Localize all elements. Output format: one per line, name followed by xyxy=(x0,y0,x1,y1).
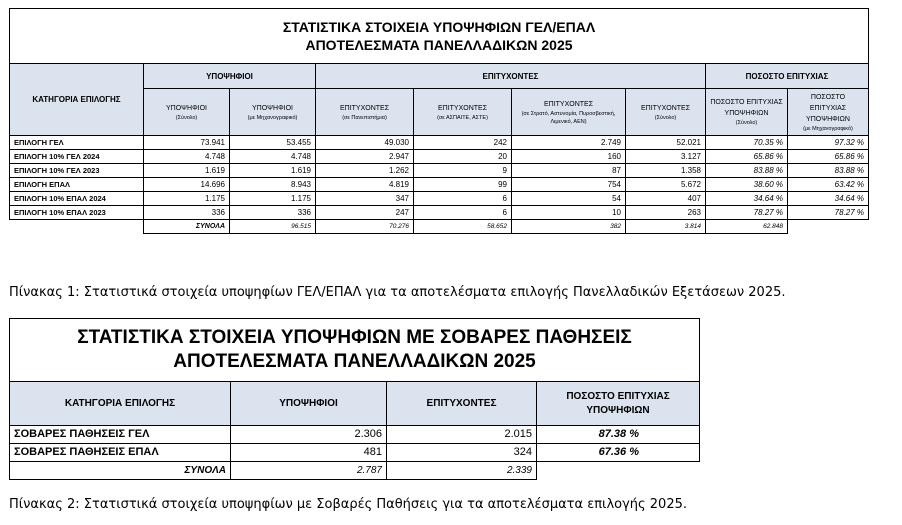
value-cell: 4.748 xyxy=(230,150,316,164)
value-cell: 1.262 xyxy=(316,164,414,178)
rate-cell: 63.42 % xyxy=(788,178,869,192)
table-row xyxy=(10,444,700,462)
row-label: ΕΠΙΛΟΓΗ ΓΕΛ xyxy=(10,136,144,150)
value-cell: 247 xyxy=(316,206,414,220)
subheader-note: (Σύνολο) xyxy=(654,114,677,121)
row-label: ΕΠΙΛΟΓΗ ΕΠΑΛ xyxy=(10,178,144,192)
rate-cell: 78.27 % xyxy=(788,206,869,220)
total-cell: 382 xyxy=(512,220,626,234)
value-cell: 6 xyxy=(414,192,512,206)
subheader-label: ΠΟΣΟΣΤΟ ΕΠΙΤΥΧΙΑΣ ΥΠΟΨΗΦΙΩΝ xyxy=(710,99,783,117)
value-cell: 2.947 xyxy=(316,150,414,164)
total-cell: 70.276 xyxy=(316,220,414,234)
table-row xyxy=(10,136,869,150)
group-successful: ΕΠΙΤΥΧΟΝΤΕΣ xyxy=(316,64,706,89)
value-cell: 407 xyxy=(626,192,706,206)
group-candidates: ΥΠΟΨΗΦΙΟΙ xyxy=(144,64,316,89)
rate-cell: 38.60 % xyxy=(706,178,788,192)
value-cell: 3.127 xyxy=(626,150,706,164)
value-cell: 54 xyxy=(512,192,626,206)
value-cell: 1.358 xyxy=(626,164,706,178)
subheader-label: ΠΟΣΟΣΤΟ ΕΠΙΤΥΧΙΑΣ ΥΠΟΨΗΦΙΩΝ xyxy=(806,93,850,123)
table1-title-line1: ΣΤΑΤΙΣΤΙΚΑ ΣΤΟΙΧΕΙΑ ΥΠΟΨΗΦΙΩΝ ΓΕΛ/ΕΠΑΛ xyxy=(282,19,596,35)
t2-total-label: ΣΥΝΟΛΑ xyxy=(10,462,231,480)
total-label: ΣΥΝΟΛΑ xyxy=(144,220,230,234)
table-row xyxy=(10,164,869,178)
candidates-cell: 2.306 xyxy=(231,426,387,444)
subheader-cell xyxy=(414,89,512,136)
table2-title-line2: ΑΠΟΤΕΛΕΣΜΑΤΑ ΠΑΝΕΛΛΑΔΙΚΩΝ 2025 xyxy=(173,351,536,372)
t2-header-category: ΚΑΤΗΓΟΡΙΑ ΕΠΙΛΟΓΗΣ xyxy=(10,382,231,426)
rate-cell: 97.32 % xyxy=(788,136,869,150)
value-cell: 8.943 xyxy=(230,178,316,192)
subheader-cell xyxy=(144,89,230,136)
table2-caption: Πίνακας 2: Στατιστικά στοιχεία υποψηφίων με Σοβαρές Παθήσεις για τα αποτελέσματα επιλογής 2025. xyxy=(9,497,688,512)
value-cell: 160 xyxy=(512,150,626,164)
subheader-label: ΥΠΟΨΗΦΙΟΙ xyxy=(252,104,293,112)
rate-cell: 83.88 % xyxy=(788,164,869,178)
total-cell: 58.652 xyxy=(414,220,512,234)
total-cell: 3.814 xyxy=(626,220,706,234)
value-cell: 4.819 xyxy=(316,178,414,192)
subheader-cell xyxy=(788,89,869,136)
t2-header-successful: ΕΠΙΤΥΧΟΝΤΕΣ xyxy=(387,382,537,426)
subheader-note: (Σύνολο) xyxy=(175,114,198,121)
value-cell: 4.748 xyxy=(144,150,230,164)
row-label: ΣΟΒΑΡΕΣ ΠΑΘΗΣΕΙΣ ΓΕΛ xyxy=(10,426,231,444)
value-cell: 20 xyxy=(414,150,512,164)
value-cell: 14.696 xyxy=(144,178,230,192)
successful-cell: 2.015 xyxy=(387,426,537,444)
total-cell: 96.515 xyxy=(230,220,316,234)
value-cell: 1.175 xyxy=(144,192,230,206)
value-cell: 336 xyxy=(230,206,316,220)
value-cell: 49.030 xyxy=(316,136,414,150)
row-label: ΕΠΙΛΟΓΗ 10% ΕΠΑΛ 2024 xyxy=(10,192,144,206)
subheader-label: ΥΠΟΨΗΦΙΟΙ xyxy=(166,104,207,112)
table2-title-line1: ΣΤΑΤΙΣΤΙΚΑ ΣΤΟΙΧΕΙΑ ΥΠΟΨΗΦΙΩΝ ΜΕ ΣΟΒΑΡΕΣ ΠΑΘΗΣΕΙΣ xyxy=(77,327,632,348)
row-label: ΕΠΙΛΟΓΗ 10% ΓΕΛ 2023 xyxy=(10,164,144,178)
value-cell: 53.455 xyxy=(230,136,316,150)
rate-cell: 65.86 % xyxy=(788,150,869,164)
table-row xyxy=(10,150,869,164)
subheader-cell xyxy=(230,89,316,136)
header-category: ΚΑΤΗΓΟΡΙΑ ΕΠΙΛΟΓΗΣ xyxy=(10,64,144,136)
value-cell: 242 xyxy=(414,136,512,150)
value-cell: 754 xyxy=(512,178,626,192)
table1-title-line2: ΑΠΟΤΕΛΕΣΜΑΤΑ ΠΑΝΕΛΛΑΔΙΚΩΝ 2025 xyxy=(305,37,573,53)
value-cell: 1.619 xyxy=(144,164,230,178)
table-row xyxy=(10,192,869,206)
t2-header-rate: ΠΟΣΟΣΤΟ ΕΠΙΤΥΧΙΑΣ ΥΠΟΨΗΦΙΩΝ xyxy=(537,382,700,426)
t2-header-candidates: ΥΠΟΨΗΦΙΟΙ xyxy=(231,382,387,426)
subheader-note: (σε Στρατό, Αστυνομία, Πυροσβεστική, Λιμενικό, ΑΕΝ) xyxy=(521,110,616,125)
stats-table-gel-epal xyxy=(9,8,869,234)
rate-cell: 34.64 % xyxy=(706,192,788,206)
table2-title xyxy=(10,319,700,382)
value-cell: 347 xyxy=(316,192,414,206)
total-cell: 62.848 xyxy=(706,220,788,234)
value-cell: 336 xyxy=(144,206,230,220)
value-cell: 1.175 xyxy=(230,192,316,206)
value-cell: 99 xyxy=(414,178,512,192)
table-row xyxy=(10,206,869,220)
subheader-label: ΕΠΙΤΥΧΟΝΤΕΣ xyxy=(543,100,594,108)
subheader-cell xyxy=(512,89,626,136)
t2-total-successful: 2.339 xyxy=(387,462,537,480)
rate-cell: 34.64 % xyxy=(788,192,869,206)
rate-cell: 67.36 % xyxy=(537,444,700,462)
t2-total-candidates: 2.787 xyxy=(231,462,387,480)
value-cell: 1.619 xyxy=(230,164,316,178)
value-cell: 6 xyxy=(414,206,512,220)
value-cell: 52.021 xyxy=(626,136,706,150)
subheader-cell xyxy=(316,89,414,136)
subheader-note: (σε Πανεπιστήμια) xyxy=(342,114,387,121)
subheader-label: ΕΠΙΤΥΧΟΝΤΕΣ xyxy=(339,104,390,112)
rate-cell: 87.38 % xyxy=(537,426,700,444)
row-label: ΕΠΙΛΟΓΗ 10% ΓΕΛ 2024 xyxy=(10,150,144,164)
subheader-cell xyxy=(626,89,706,136)
value-cell: 73.941 xyxy=(144,136,230,150)
rate-cell: 65.86 % xyxy=(706,150,788,164)
value-cell: 87 xyxy=(512,164,626,178)
rate-cell: 70.35 % xyxy=(706,136,788,150)
candidates-cell: 481 xyxy=(231,444,387,462)
value-cell: 9 xyxy=(414,164,512,178)
table1-caption: Πίνακας 1: Στατιστικά στοιχεία υποψηφίων ΓΕΛ/ΕΠΑΛ για τα αποτελέσματα επιλογής Πανελλαδικών Εξετάσεων 2025. xyxy=(9,285,786,300)
successful-cell: 324 xyxy=(387,444,537,462)
subheader-label: ΕΠΙΤΥΧΟΝΤΕΣ xyxy=(640,104,691,112)
value-cell: 5.672 xyxy=(626,178,706,192)
rate-cell: 78.27 % xyxy=(706,206,788,220)
subheader-note: (Σύνολο) xyxy=(735,120,758,126)
table-row xyxy=(10,178,869,192)
subheader-note: (σε ΑΣΠΑΙΤΕ, ΑΣΤΕ) xyxy=(437,114,488,121)
value-cell: 10 xyxy=(512,206,626,220)
subheader-note: (με Μηχανογραφικό) xyxy=(247,114,298,121)
table1-title xyxy=(10,9,869,64)
group-success-rate: ΠΟΣΟΣΤΟ ΕΠΙΤΥΧΙΑΣ xyxy=(706,64,869,89)
subheader-cell xyxy=(706,89,788,136)
value-cell: 2.749 xyxy=(512,136,626,150)
stats-table-serious-conditions xyxy=(9,318,700,480)
row-label: ΕΠΙΛΟΓΗ 10% ΕΠΑΛ 2023 xyxy=(10,206,144,220)
row-label: ΣΟΒΑΡΕΣ ΠΑΘΗΣΕΙΣ ΕΠΑΛ xyxy=(10,444,231,462)
subheader-note: (με Μηχανογραφικό) xyxy=(803,125,853,132)
subheader-label: ΕΠΙΤΥΧΟΝΤΕΣ xyxy=(437,104,488,112)
value-cell: 263 xyxy=(626,206,706,220)
rate-cell: 83.88 % xyxy=(706,164,788,178)
table-row xyxy=(10,426,700,444)
